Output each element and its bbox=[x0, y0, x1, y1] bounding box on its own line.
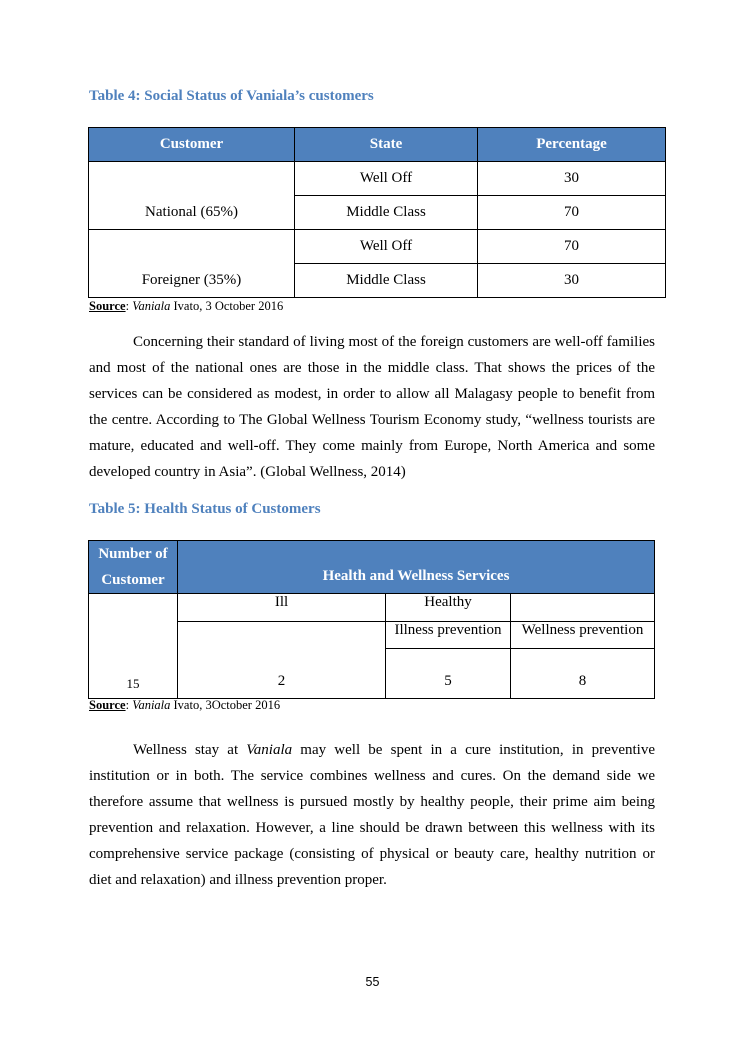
paragraph-text: Wellness stay at bbox=[133, 742, 247, 758]
table5-wellness-prevention: Wellness prevention bbox=[511, 622, 655, 649]
source-rest: Ivato, 3 October 2016 bbox=[170, 299, 284, 313]
table5-caption: Table 5: Health Status of Customers bbox=[89, 501, 321, 517]
paragraph-wellness-stay bbox=[89, 737, 655, 893]
table4-customer-foreigner: Foreigner (35%) bbox=[89, 230, 295, 298]
table5 bbox=[88, 540, 655, 699]
table5-ill: Ill bbox=[178, 594, 386, 622]
table5-wellness-prevention-count: 8 bbox=[511, 649, 655, 699]
table4-header-customer: Customer bbox=[89, 128, 295, 162]
paragraph-text: Concerning their standard of living most of the foreign customers are well-off families and most of the national ones are those in the middle class. That shows the prices of the services can be considered as modest, in order to allow all Malagasy people to benefit from the centre. According to The Global Wellness Tourism Economy study, “wellness tourists are mature, educated and well-off. They come mainly from Europe, North America and some developed country in Asia”. (Global Wellness, 2014) bbox=[89, 334, 655, 480]
table5-illness-prevention: Illness prevention bbox=[386, 622, 511, 649]
table4-header-percentage: Percentage bbox=[478, 128, 666, 162]
table4-percentage: 30 bbox=[478, 264, 666, 298]
table4-state: Middle Class bbox=[295, 264, 478, 298]
table5-source: Source: Vaniala Ivato, 3October 2016 bbox=[89, 698, 281, 712]
table4 bbox=[88, 127, 666, 298]
table4-state: Middle Class bbox=[295, 196, 478, 230]
table4-percentage: 70 bbox=[478, 196, 666, 230]
table4-header-state: State bbox=[295, 128, 478, 162]
source-italic: Vaniala bbox=[132, 698, 171, 712]
table5-ill-count: 2 bbox=[178, 622, 386, 699]
table5-illness-prevention-count: 5 bbox=[386, 649, 511, 699]
table5-healthy: Healthy bbox=[386, 594, 511, 622]
paragraph-italic: Vaniala bbox=[246, 742, 293, 758]
header-line: Customer bbox=[101, 572, 165, 588]
table4-source: Source: Vaniala Ivato, 3 October 2016 bbox=[89, 299, 284, 313]
header-line: Number of bbox=[98, 546, 168, 562]
table5-header-number-of-customer bbox=[89, 541, 178, 594]
table4-percentage: 30 bbox=[478, 162, 666, 196]
source-italic: Vaniala bbox=[132, 299, 171, 313]
paragraph-text: may well be spent in a cure institution, in preventive institution or in both. The service combines wellness and cures. On the demand side we therefore assume that wellness is pursued mostly by healthy people, their prime aim being prevention and relaxation. However, a line should be drawn between this wellness with its comprehensive service package (consisting of physical or beauty care, healthy nutrition or diet and relaxation) and illness prevention proper. bbox=[89, 742, 655, 888]
source-rest: Ivato, 3October 2016 bbox=[170, 698, 281, 712]
table4-caption: Table 4: Social Status of Vaniala’s customers bbox=[89, 88, 374, 104]
page-number: 55 bbox=[365, 975, 380, 989]
source-label: Source bbox=[89, 698, 126, 712]
table4-state: Well Off bbox=[295, 230, 478, 264]
paragraph-standard-of-living bbox=[89, 329, 655, 485]
table4-state: Well Off bbox=[295, 162, 478, 196]
source-label: Source bbox=[89, 299, 126, 313]
table5-total-customers: 15 bbox=[89, 594, 178, 699]
table4-percentage: 70 bbox=[478, 230, 666, 264]
table4-customer-national: National (65%) bbox=[89, 162, 295, 230]
table5-empty-cell bbox=[511, 594, 655, 622]
table5-header-services: Health and Wellness Services bbox=[178, 541, 655, 594]
